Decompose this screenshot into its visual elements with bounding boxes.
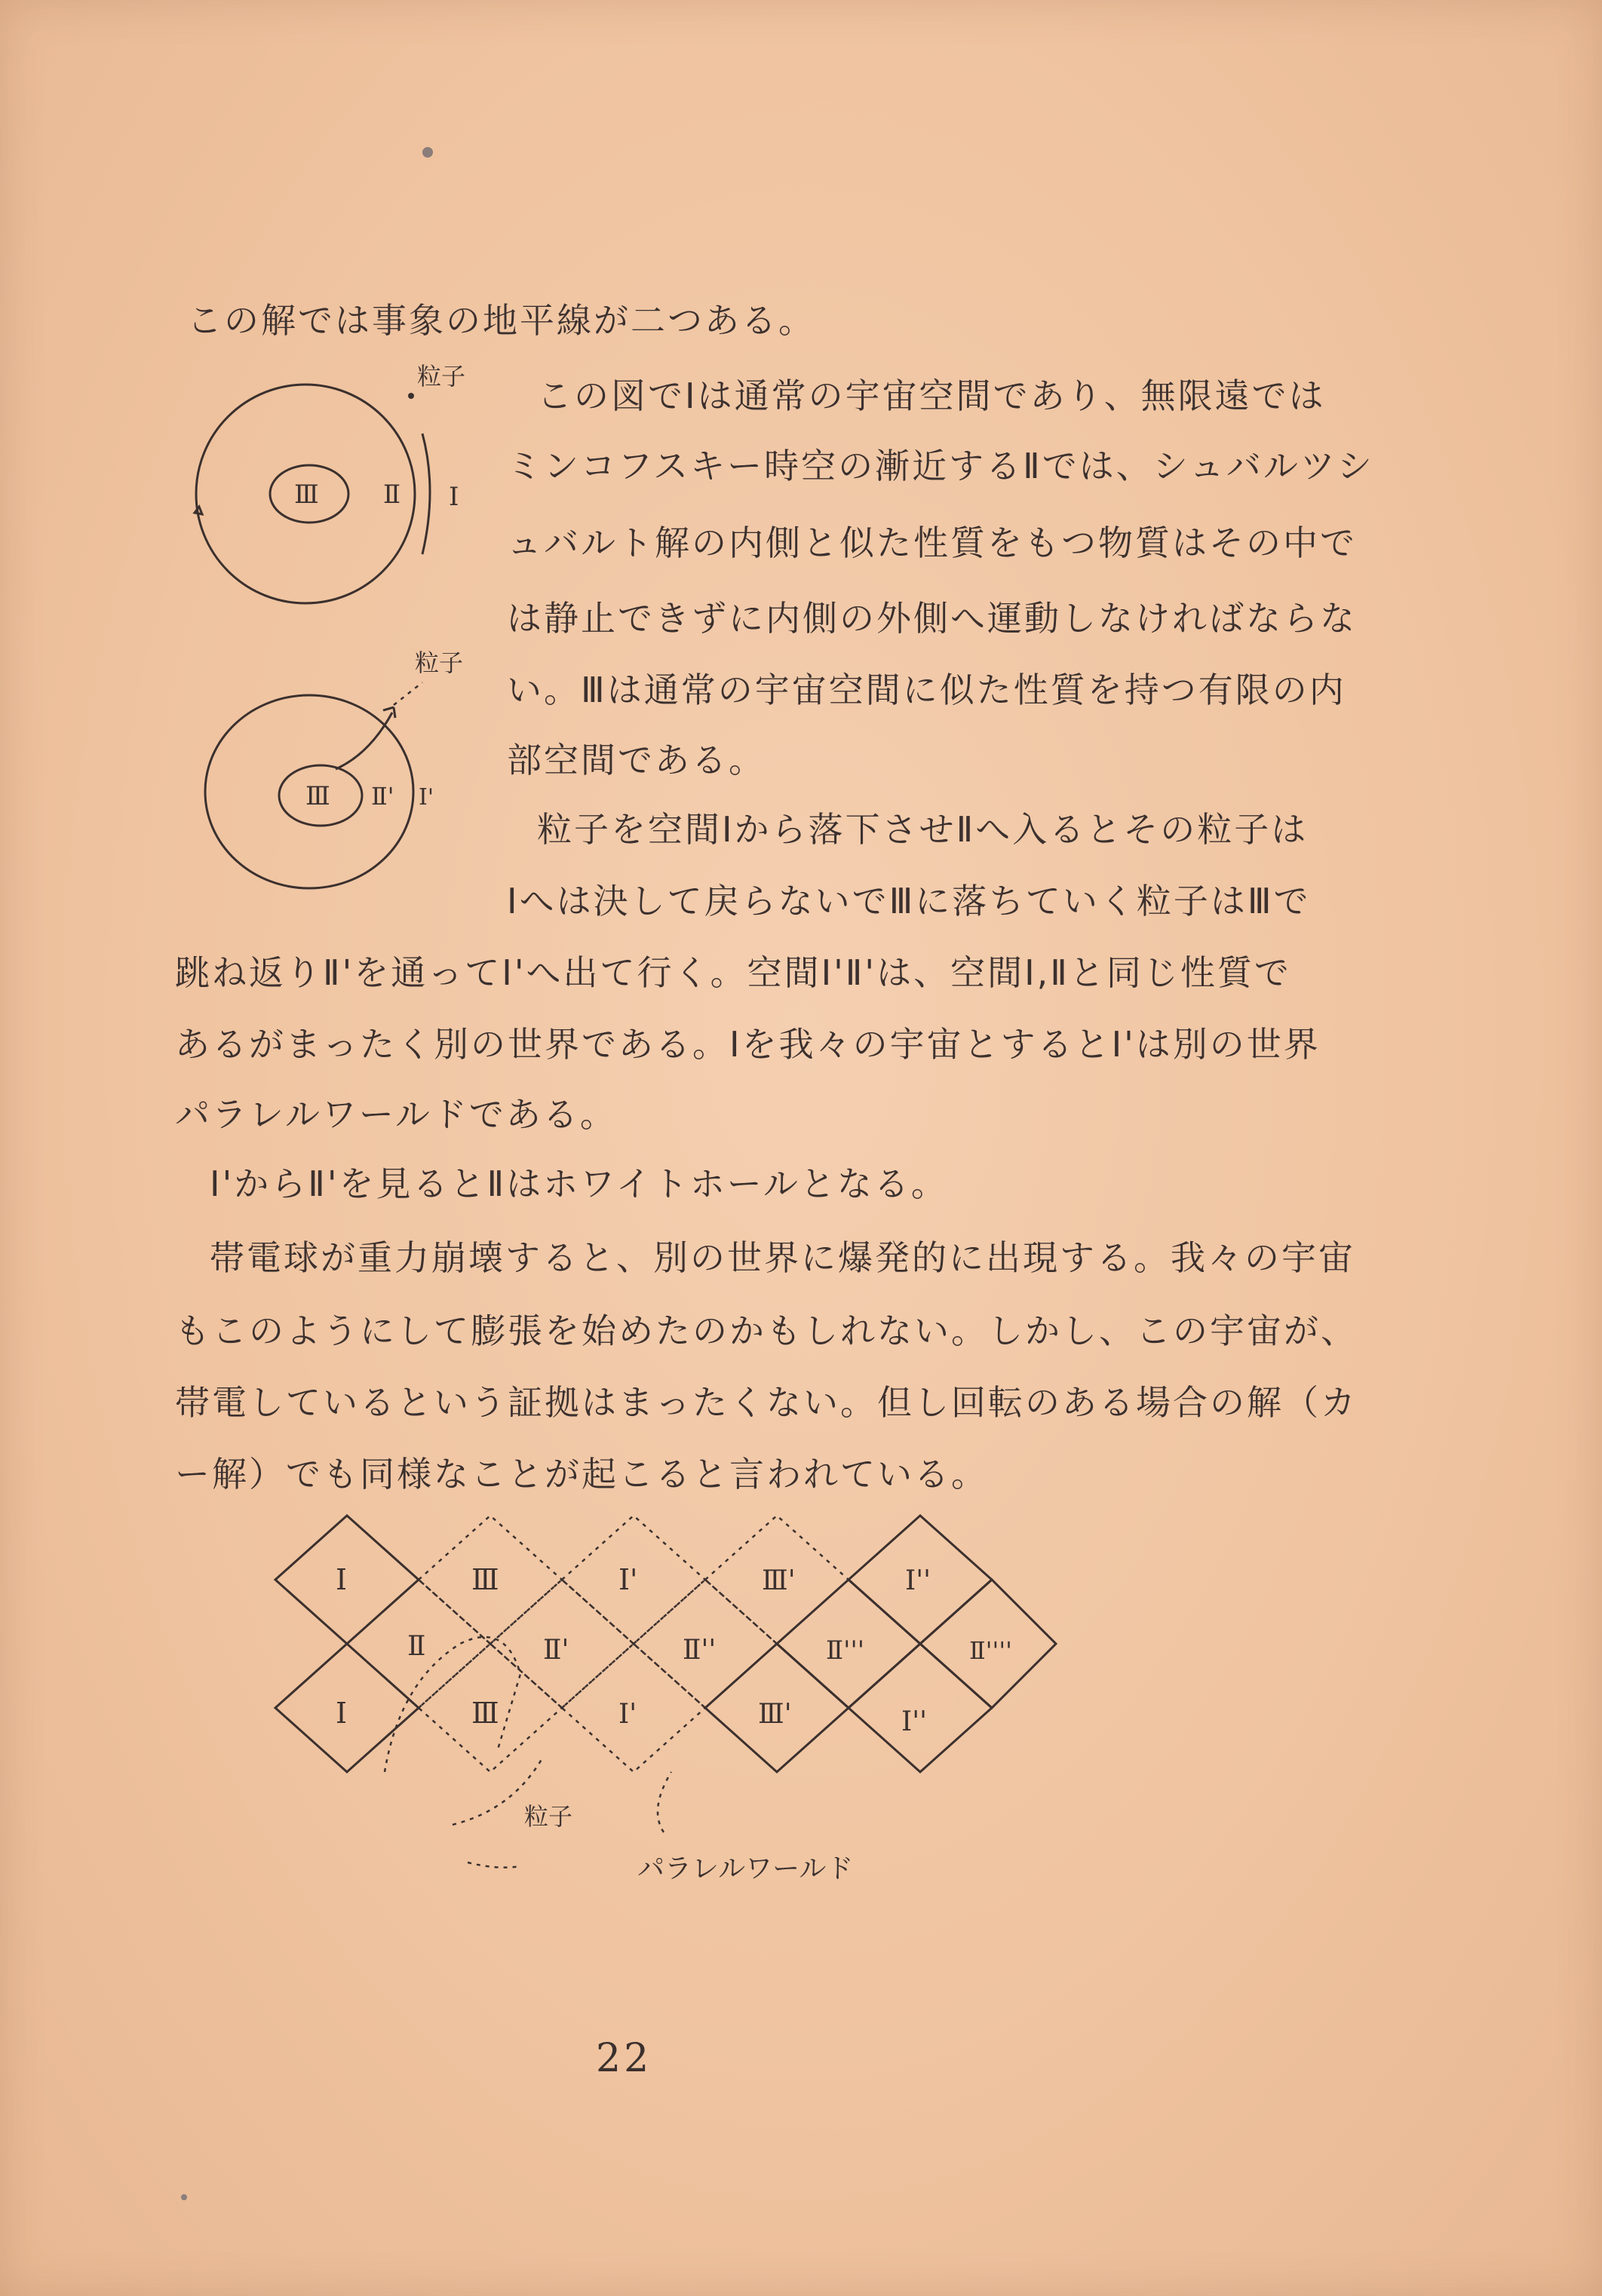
para4-line-1: 帯電球が重力崩壊すると、別の世界に爆発的に出現する。我々の宇宙 <box>210 1237 1355 1278</box>
fig2-particle-label: 粒子 <box>415 648 464 677</box>
cell-11: Ⅰ <box>336 1697 348 1730</box>
fig2-region-1p: Ⅰ' <box>419 784 434 811</box>
fig2-region-2p: Ⅱ' <box>371 782 394 811</box>
cell-10: Ⅱ'''' <box>969 1636 1012 1665</box>
para1-line-3: ュバルト解の内側と似た性質をもつ物質はその中で <box>507 523 1357 563</box>
intro-line: この解では事象の地平線が二つある。 <box>187 300 815 341</box>
diagram-particle-label: 粒子 <box>524 1802 573 1831</box>
cell-8: Ⅱ'' <box>683 1635 717 1666</box>
fig1-region-1: Ⅰ <box>449 482 459 512</box>
paper-speck <box>181 2194 187 2200</box>
cell-9: Ⅱ''' <box>826 1635 865 1666</box>
para1-line-6: 部空間である。 <box>507 740 766 780</box>
para2-line-2: Ⅰへは決して戻らないでⅢに落ちていく粒子はⅢで <box>507 881 1311 921</box>
cell-1: Ⅰ <box>336 1563 348 1596</box>
cell-2: Ⅲ <box>471 1563 499 1596</box>
fig2-region-3: Ⅲ <box>305 781 330 811</box>
para1-line-1: この図でⅠは通常の宇宙空間であり、無限遠では <box>537 376 1326 416</box>
para1-line-4: は静止できずに内側の外側へ運動しなければならな <box>507 598 1357 639</box>
cell-3: Ⅰ' <box>618 1563 638 1596</box>
cell-5: Ⅰ'' <box>905 1565 931 1596</box>
para4-line-2: もこのようにして膨張を始めたのかもしれない。しかし、この宇宙が、 <box>175 1310 1358 1351</box>
cell-12: Ⅲ <box>471 1697 499 1730</box>
para4-line-3: 帯電しているという証拠はまったくない。但し回転のある場合の解（カ <box>175 1382 1358 1423</box>
fig1-region-3: Ⅲ <box>294 480 319 510</box>
penrose-diamond-diagram <box>272 1508 1101 1900</box>
paper-speck <box>422 147 433 158</box>
fig1-region-2: Ⅱ <box>383 480 401 510</box>
para1-line-2: ミンコフスキー時空の漸近するⅡでは、シュバルツシ <box>507 446 1374 486</box>
cell-13: Ⅰ' <box>618 1699 637 1730</box>
cell-15: Ⅰ'' <box>901 1706 928 1737</box>
para2-line-3: 跳ね返りⅡ'を通ってⅠ'へ出て行く。空間Ⅰ'Ⅱ'は、空間Ⅰ,Ⅱと同じ性質で <box>175 952 1291 993</box>
page-number: 22 <box>596 2036 652 2081</box>
fig1-particle-label: 粒子 <box>417 362 466 391</box>
para3-line: Ⅰ'からⅡ'を見るとⅡはホワイトホールとなる。 <box>210 1163 948 1204</box>
para1-line-5: い。Ⅲは通常の宇宙空間に似た性質を持つ有限の内 <box>507 670 1346 710</box>
cell-6: Ⅱ <box>407 1631 426 1662</box>
figure-horizon-circles <box>189 362 490 603</box>
figure-parallel-circles <box>196 641 513 897</box>
cell-14: Ⅲ' <box>758 1699 792 1730</box>
para2-line-4: あるがまったく別の世界である。Ⅰを我々の宇宙とするとⅠ'は別の世界 <box>175 1024 1321 1065</box>
diagram-caption: パラレルワールド <box>637 1853 854 1884</box>
para4-line-4: ー解）でも同様なことが起こると言われている。 <box>175 1454 988 1494</box>
para2-line-1: 粒子を空間Ⅰから落下させⅡへ入るとその粒子は <box>537 809 1309 850</box>
para2-line-5: パラレルワールドである。 <box>175 1094 617 1135</box>
cell-7: Ⅱ' <box>543 1635 569 1666</box>
cell-4: Ⅲ' <box>762 1565 796 1596</box>
